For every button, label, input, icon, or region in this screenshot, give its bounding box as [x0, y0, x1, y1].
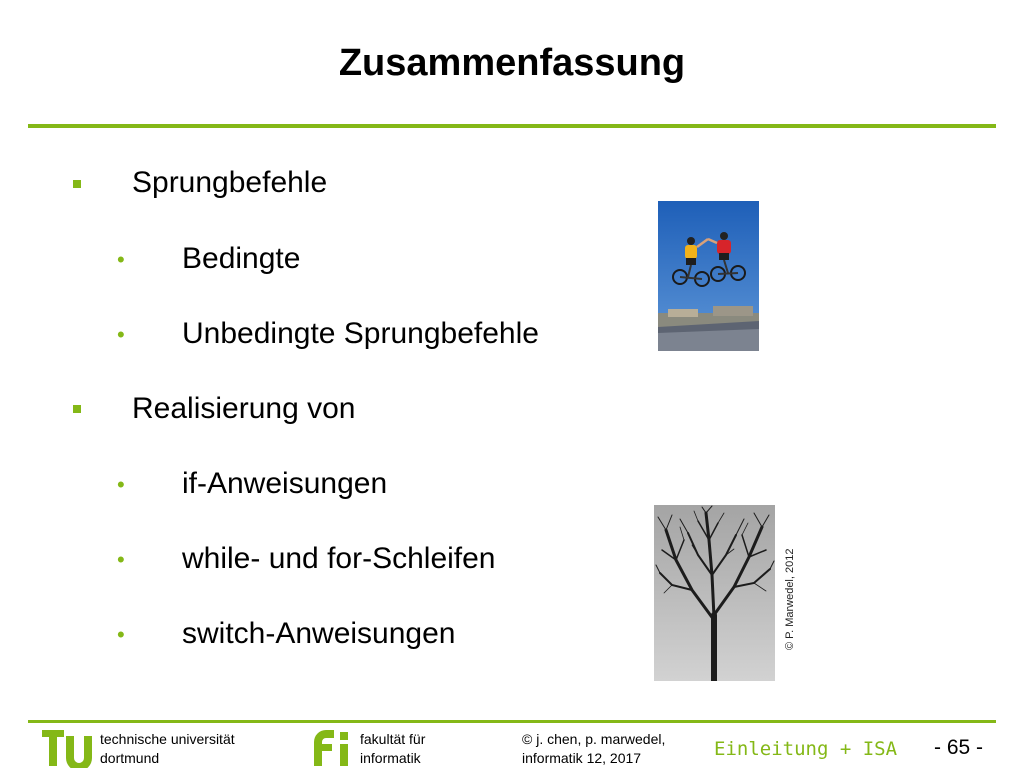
photo-copyright: © P. Marwedel, 2012	[784, 548, 796, 650]
tu-logo-icon	[40, 728, 96, 768]
page-number: - 65 -	[934, 736, 984, 759]
footer-divider	[28, 720, 996, 723]
bullet-realisierung: Realisierung von	[132, 392, 356, 425]
fi-logo-icon	[308, 728, 356, 768]
bullet-bedingte: Bedingte	[182, 242, 301, 275]
footer-author-line2: informatik 12, 2017	[522, 750, 642, 766]
footer-tu-line1: technische universität	[100, 731, 235, 747]
footer-topic: Einleitung + ISA	[714, 738, 898, 760]
footer-fi-line1: fakultät für	[360, 731, 426, 747]
dot-bullet-icon: •	[117, 322, 125, 347]
bullet-switch: switch-Anweisungen	[182, 617, 456, 650]
square-bullet-icon	[73, 180, 81, 188]
bullet-if: if-Anweisungen	[182, 467, 388, 500]
bare-tree-photo	[654, 505, 775, 681]
dot-bullet-icon: •	[117, 247, 125, 272]
footer-author-line1: © j. chen, p. marwedel,	[522, 731, 666, 747]
footer-tu-line2: dortmund	[100, 750, 160, 766]
bullet-while-for: while- und for-Schleifen	[182, 542, 496, 575]
bullet-unbedingte: Unbedingte Sprungbefehle	[182, 317, 539, 350]
bullet-sprungbefehle: Sprungbefehle	[132, 166, 328, 199]
dot-bullet-icon: •	[117, 472, 125, 497]
square-bullet-icon	[73, 405, 81, 413]
bmx-riders-photo	[658, 201, 759, 351]
title-divider	[28, 124, 996, 128]
footer-fi-line2: informatik	[360, 750, 421, 766]
dot-bullet-icon: •	[117, 547, 125, 572]
slide-title: Zusammenfassung	[338, 42, 686, 84]
dot-bullet-icon: •	[117, 622, 125, 647]
